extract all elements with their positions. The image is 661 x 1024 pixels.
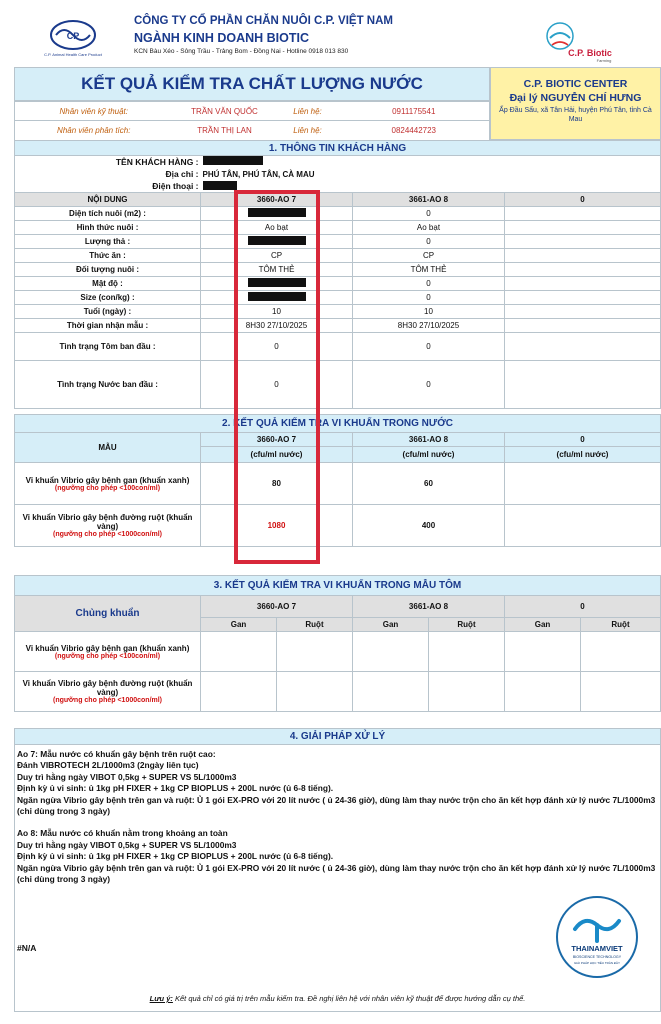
water-bacteria-table	[14, 414, 661, 547]
staff-tech-name: TRẦN VĂN QUỐC	[173, 102, 277, 121]
limit-text: (ngưỡng cho phép <1000con/ml)	[52, 531, 163, 538]
solution-spacer	[17, 817, 658, 828]
cell-empty	[505, 207, 661, 221]
cell-empty	[505, 291, 661, 305]
section2-title: 2. KẾT QUẢ KIỂM TRA VI KHUẨN TRONG NƯỚC	[15, 415, 661, 433]
row-label: Diện tích nuôi (m2) :	[15, 207, 201, 221]
center-address: Ấp Đầu Sấu, xã Tân Hải, huyện Phú Tân, tỉnh Cà Mau	[499, 107, 652, 123]
strain-header: Chủng khuẩn	[15, 596, 201, 632]
row-label: Vi khuẩn Vibrio gây bệnh gan (khuẩn xanh)	[25, 475, 190, 485]
cell-empty	[505, 235, 661, 249]
staff-tech-phone: 0911175541	[339, 102, 490, 121]
customer-name-value	[201, 156, 661, 168]
customer-address-label: Địa chỉ :	[15, 168, 201, 181]
row-label: Size (con/kg) :	[15, 291, 201, 305]
water-status-label: Tình trạng Nước ban đầu :	[15, 361, 201, 409]
cp-logo-caption: C.P. Animal Health Care Product	[44, 52, 102, 57]
cell-ao7: CP	[201, 249, 353, 263]
cell-empty	[505, 249, 661, 263]
cell	[353, 632, 429, 672]
section4-title: 4. GIẢI PHÁP XỬ LÝ	[15, 729, 660, 745]
customer-address-value: PHÚ TÂN, PHÚ TÂN, CÀ MAU	[201, 168, 661, 181]
sample-header: MẪU	[15, 433, 201, 463]
cell-empty	[505, 319, 661, 333]
cell	[277, 672, 353, 712]
customer-info-table	[14, 140, 661, 409]
cell-ao8: 0	[353, 361, 505, 409]
cell-ao8: 10	[353, 305, 505, 319]
col-header-ao8: 3661-AO 8	[353, 433, 505, 447]
cp-logo	[34, 18, 112, 58]
col-header-ao7: 3660-AO 7	[201, 596, 353, 618]
customer-phone-label: Điện thoại :	[15, 181, 201, 193]
staff-table	[14, 101, 490, 141]
solution-line: Ngăn ngừa Vibrio gây bệnh trên gan và ruột: Ủ 1 gói EX-PRO với 20 lít nước ( ủ 24-36 giờ), dùng làm thay nước trộn cho ăn kết hợp đánh xử lý nước 7L/1000m3 (chỉ dùng trong 3 ngày)	[17, 862, 656, 885]
cell	[201, 632, 277, 672]
note-label: Lưu ý:	[149, 994, 173, 1003]
biotic-logo	[538, 18, 618, 64]
cell	[581, 672, 661, 712]
row-label: Vi khuẩn Vibrio gây bệnh đường ruột (khuẩn vàng)	[22, 513, 193, 531]
staff-tech-label: Nhân viên kỹ thuật:	[15, 102, 173, 121]
cell	[353, 672, 429, 712]
sub-ruot: Ruột	[581, 618, 661, 632]
row-label: Thức ăn :	[15, 249, 201, 263]
highlight-box	[234, 190, 320, 564]
footnote	[15, 994, 660, 1003]
col-header-ao7: 3660-AO 7	[201, 193, 353, 207]
cell-ao8: 400	[353, 505, 505, 547]
staff-analyst-phone: 0824442723	[339, 121, 490, 141]
vibrio-intestine-label	[15, 672, 201, 712]
staff-tech-contact-label: Liên hệ:	[277, 102, 339, 121]
vibrio-liver-label	[15, 632, 201, 672]
cell	[505, 632, 581, 672]
row-label: Hình thức nuôi :	[15, 221, 201, 235]
thainamviet-logo	[555, 895, 639, 979]
unit-label: (cfu/ml nước)	[201, 447, 353, 463]
cell-ao8: 0	[353, 291, 505, 305]
division-name: NGÀNH KINH DOANH BIOTIC	[134, 31, 309, 45]
cell	[429, 672, 505, 712]
cell-ao7: TÔM THẺ	[201, 263, 353, 277]
section3-title: 3. KẾT QUẢ KIỂM TRA VI KHUẨN TRONG MẪU TÔM	[15, 576, 661, 596]
center-agent: Đại lý NGUYỄN CHÍ HƯNG	[509, 92, 642, 104]
solution-text	[15, 745, 660, 885]
cell-empty	[505, 333, 661, 361]
cell-empty	[505, 505, 661, 547]
solution-line: Ao 7: Mẫu nước có khuẩn gây bệnh trên ruột cao:	[17, 749, 216, 759]
biotic-logo-text: C.P. Biotic	[568, 48, 612, 58]
cell-ao7: 10	[201, 305, 353, 319]
cell	[581, 632, 661, 672]
solution-line: Duy trì hằng ngày VIBOT 0,5kg + SUPER VS 5L/1000m3	[17, 839, 237, 850]
cell-empty	[505, 463, 661, 505]
redacted-block	[203, 181, 237, 190]
vibrio-intestine-label	[15, 505, 201, 547]
row-label: Lượng thả :	[15, 235, 201, 249]
logo-tagline: GIẢI PHÁP HỌC TIÊU TRÀN ĐẦY	[573, 961, 621, 965]
row-label: Vi khuẩn Vibrio gây bệnh đường ruột (khuẩn vàng)	[22, 679, 193, 697]
cell-empty	[505, 263, 661, 277]
staff-analyst-name: TRẦN THỊ LAN	[173, 121, 277, 141]
cell-ao8: 0	[353, 207, 505, 221]
shrimp-bacteria-table	[14, 575, 661, 712]
solution-line: Đánh VIBROTECH 2L/1000m3 (2ngày liên tục)	[17, 760, 199, 771]
cell-empty	[505, 305, 661, 319]
col-header-ao8: 3661-AO 8	[353, 596, 505, 618]
cell	[201, 672, 277, 712]
col-header-ao8: 3661-AO 8	[353, 193, 505, 207]
cell-empty	[505, 361, 661, 409]
row-label: Tuổi (ngày) :	[15, 305, 201, 319]
col-header-empty: 0	[505, 193, 661, 207]
cp-logo-text: CP	[66, 31, 80, 41]
staff-analyst-contact-label: Liên hệ:	[277, 121, 339, 141]
cell-ao8: 0	[353, 235, 505, 249]
redacted-block	[203, 156, 263, 165]
biotic-logo-sub: Farming	[596, 58, 612, 63]
staff-analyst-label: Nhân viên phân tích:	[15, 121, 173, 141]
cell-ao7: Ao bạt	[201, 221, 353, 235]
content-header: NỘI DUNG	[15, 193, 201, 207]
limit-text: (ngưỡng cho phép <100con/ml)	[54, 652, 161, 660]
unit-label: (cfu/ml nước)	[505, 447, 661, 463]
limit-text: (ngưỡng cho phép <100con/ml)	[54, 484, 161, 492]
row-label: Thời gian nhận mẫu :	[15, 319, 201, 333]
vibrio-liver-label	[15, 463, 201, 505]
col-header-ao7: 3660-AO 7	[201, 433, 353, 447]
row-label: Đối tượng nuôi :	[15, 263, 201, 277]
unit-label: (cfu/ml nước)	[353, 447, 505, 463]
row-label: Vi khuẩn Vibrio gây bệnh gan (khuẩn xanh)	[25, 643, 190, 653]
cell-ao8: 8H30 27/10/2025	[353, 319, 505, 333]
cell	[429, 632, 505, 672]
sub-ruot: Ruột	[429, 618, 505, 632]
note-text: Kết quả chỉ có giá trị trên mẫu kiểm tra. Đề nghị liên hệ với nhân viên kỹ thuật để được hướng dẫn cụ thể.	[172, 994, 526, 1003]
limit-text: (ngưỡng cho phép <1000con/ml)	[52, 697, 163, 704]
row-label: Mật độ :	[15, 277, 201, 291]
cell-ao8: TÔM THẺ	[353, 263, 505, 277]
center-name: C.P. BIOTIC CENTER	[523, 78, 628, 90]
logo-sub: BIOSCIENCE TECHNOLOGY	[572, 955, 622, 959]
cell-ao7: 8H30 27/10/2025	[201, 319, 353, 333]
sub-gan: Gan	[353, 618, 429, 632]
cell-ao7: 1080	[201, 505, 353, 547]
cell-ao8: Ao bạt	[353, 221, 505, 235]
col-header-empty: 0	[505, 433, 661, 447]
section1-title: 1. THÔNG TIN KHÁCH HÀNG	[15, 141, 661, 156]
company-address: KCN Bàu Xéo - Sông Trầu - Trảng Bom - Đồng Nai - Hotline 0918 013 830	[134, 48, 349, 55]
solution-line: Duy trì hằng ngày VIBOT 0,5kg + SUPER VS 5L/1000m3	[17, 771, 237, 782]
cell-empty	[505, 221, 661, 235]
cell-ao8: CP	[353, 249, 505, 263]
cell	[505, 672, 581, 712]
cell-ao7: 0	[201, 361, 353, 409]
cell-ao7: 0	[201, 333, 353, 361]
company-name: CÔNG TY CỔ PHẦN CHĂN NUÔI C.P. VIỆT NAM	[134, 15, 393, 27]
center-info	[490, 67, 661, 140]
cell-ao8: 0	[353, 333, 505, 361]
solution-line: Ngăn ngừa Vibrio gây bệnh trên gan và ruột: Ủ 1 gói EX-PRO với 20 lít nước ( ủ 24-36 giờ), dùng làm thay nước trộn cho ăn kết hợp đánh xử lý nước 7L/1000m3 (chỉ dùng trong 3 ngày)	[17, 794, 656, 817]
cell-ao7: 80	[201, 463, 353, 505]
sub-gan: Gan	[505, 618, 581, 632]
solution-line: Định kỳ ủ vi sinh: ủ 1kg pH FIXER + 1kg CP BIOPLUS + 200L nước (ủ 6-8 tiếng).	[17, 783, 334, 794]
cell-empty	[505, 277, 661, 291]
logo-name: THAINAMVIET	[571, 944, 623, 953]
col-header-empty: 0	[505, 596, 661, 618]
na-value: #N/A	[17, 943, 37, 953]
sub-ruot: Ruột	[277, 618, 353, 632]
cell	[277, 632, 353, 672]
solution-line: Định kỳ ủ vi sinh: ủ 1kg pH FIXER + 1kg CP BIOPLUS + 200L nước (ủ 6-8 tiếng).	[17, 851, 334, 862]
customer-name-label: TÊN KHÁCH HÀNG :	[15, 156, 201, 168]
cell-ao8: 0	[353, 277, 505, 291]
sub-gan: Gan	[201, 618, 277, 632]
solution-line: Ao 8: Mẫu nước có khuẩn nằm trong khoảng an toàn	[17, 828, 228, 839]
shrimp-status-label: Tình trạng Tôm ban đầu :	[15, 333, 201, 361]
report-title: KẾT QUẢ KIỂM TRA CHẤT LƯỢNG NƯỚC	[14, 67, 490, 101]
cell-ao8: 60	[353, 463, 505, 505]
